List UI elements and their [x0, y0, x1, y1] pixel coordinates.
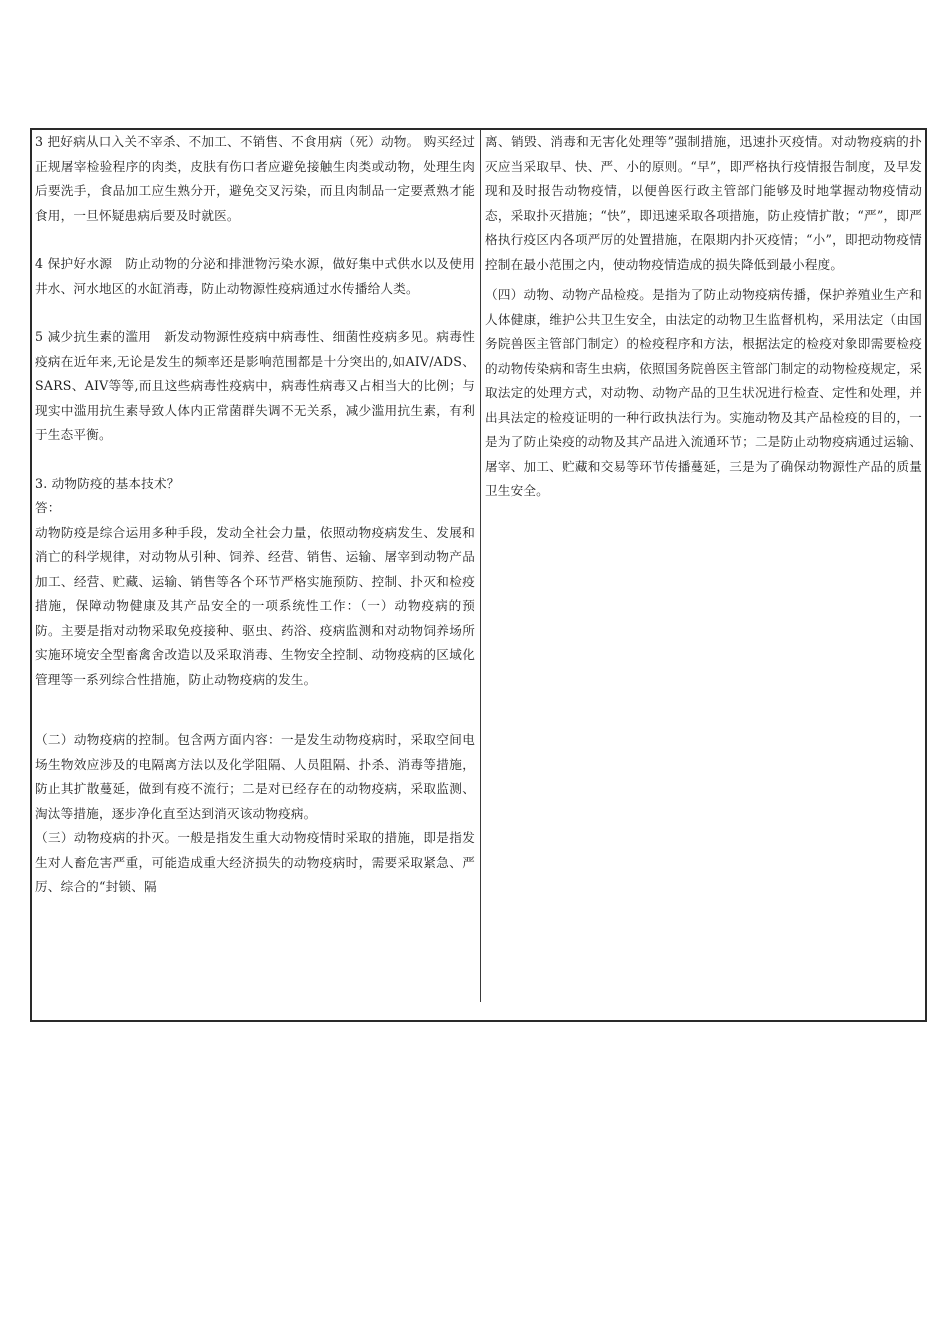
- paragraph-eradication: （三）动物疫病的扑灭。一般是指发生重大动物疫情时采取的措施，即是指发生对人畜危害严重，可能造成重大经济损失的动物疫病时，需要采取紧急、严厉、综合的“封锁、隔: [35, 830, 475, 894]
- paragraph-water-source: 4 保护好水源 防止动物的分泌和排泄物污染水源，做好集中式供水以及使用井水、河水地区的水缸消毒，防止动物源性疫病通过水传播给人类。: [35, 256, 475, 296]
- question-heading: 3. 动物防疫的基本技术？: [35, 475, 180, 491]
- paragraph-antibiotics: 5 减少抗生素的滥用 新发动物源性疫病中病毒性、细菌性疫病多见。病毒性疫病在近年来,无论是发生的频率还是影响范围都是十分突出的,如AIV/ADS、SARS、AIV等等,而且这些病毒性疫病中，病毒性病毒又占相当大的比例；与现实中滥用抗生素导致人体内正常菌群失调不无关系，减少滥用抗生素，有利于生态平衡。: [35, 329, 475, 442]
- paragraph-control: （二）动物疫病的控制。包含两方面内容：一是发生动物疫病时，采取空间电场生物效应涉及的电隔离方法以及化学阻隔、人员阻隔、扑杀、消毒等措施，防止其扩散蔓延，做到有疫不流行；二是对已经存在的动物疫病，采取监测、淘汰等措施，逐步净化直至达到消灭该动物疫病。: [35, 732, 475, 821]
- paragraph-prevention: 动物防疫是综合运用多种手段，发动全社会力量，依照动物疫病发生、发展和消亡的科学规律，对动物从引种、饲养、经营、销售、运输、屠宰到动物产品加工、经营、贮藏、运输、销售等各个环节严格实施预防、控制、扑灭和检疫措施，保障动物健康及其产品安全的一项系统性工作：（一）动物疫病的预防。主要是指对动物采取免疫接种、驱虫、药浴、疫病监测和对动物饲养场所实施环境安全型畜禽舍改造以及采取消毒、生物安全控制、动物疫病的区域化管理等一系列综合性措施，防止动物疫病的发生。: [35, 524, 475, 687]
- paragraph-quarantine: （四）动物、动物产品检疫。是指为了防止动物疫病传播，保护养殖业生产和人体健康，维护公共卫生安全，由法定的动物卫生监督机构，采用法定（由国务院兽医主管部门制定）的检疫程序和方法，根据法定的检疫对象即需要检疫的动物传染病和寄生虫病，依照国务院兽医主管部门制定的动物检疫规定，采取法定的处理方式，对动物、动物产品的卫生状况进行检查、定性和处理，并出具法定的检疫证明的一种行政执法行为。实施动物及其产品检疫的目的，一是为了防止染疫的动物及其产品进入流通环节；二是防止动物疫病通过运输、屠宰、加工、贮藏和交易等环节传播蔓延，三是为了确保动物源性产品的质量卫生安全。: [485, 287, 922, 498]
- paragraph-eradication-continued: 离、销毁、消毒和无害化处理等”强制措施，迅速扑灭疫情。对动物疫病的扑灭应当采取早、快、严、小的原则。“早”，即严格执行疫情报告制度，及早发现和及时报告动物疫情，以便兽医行政主管部门能够及时地掌握动物疫情动态，采取扑灭措施；“快”，即迅速采取各项措施，防止疫情扩散；“严”，即严格执行疫区内各项严厉的处置措施，在限期内扑灭疫情；“小”，即把动物疫情控制在最小范围之内，使动物疫情造成的损失降低到最小程度。: [485, 134, 922, 272]
- column-divider: [480, 130, 481, 1002]
- left-column: [35, 130, 475, 900]
- paragraph-food-safety: 3 把好病从口入关不宰杀、不加工、不销售、不食用病（死）动物。 购买经过正规屠宰检验程序的肉类，皮肤有伤口者应避免接触生肉类或动物，处理生肉后要洗手，食品加工应生熟分开，避免交叉污染，而且肉制品一定要煮熟才能食用，一旦怀疑患病后要及时就医。: [35, 134, 475, 223]
- right-column: [485, 130, 922, 504]
- document-frame: [30, 128, 927, 1022]
- answer-label: 答：: [35, 500, 61, 515]
